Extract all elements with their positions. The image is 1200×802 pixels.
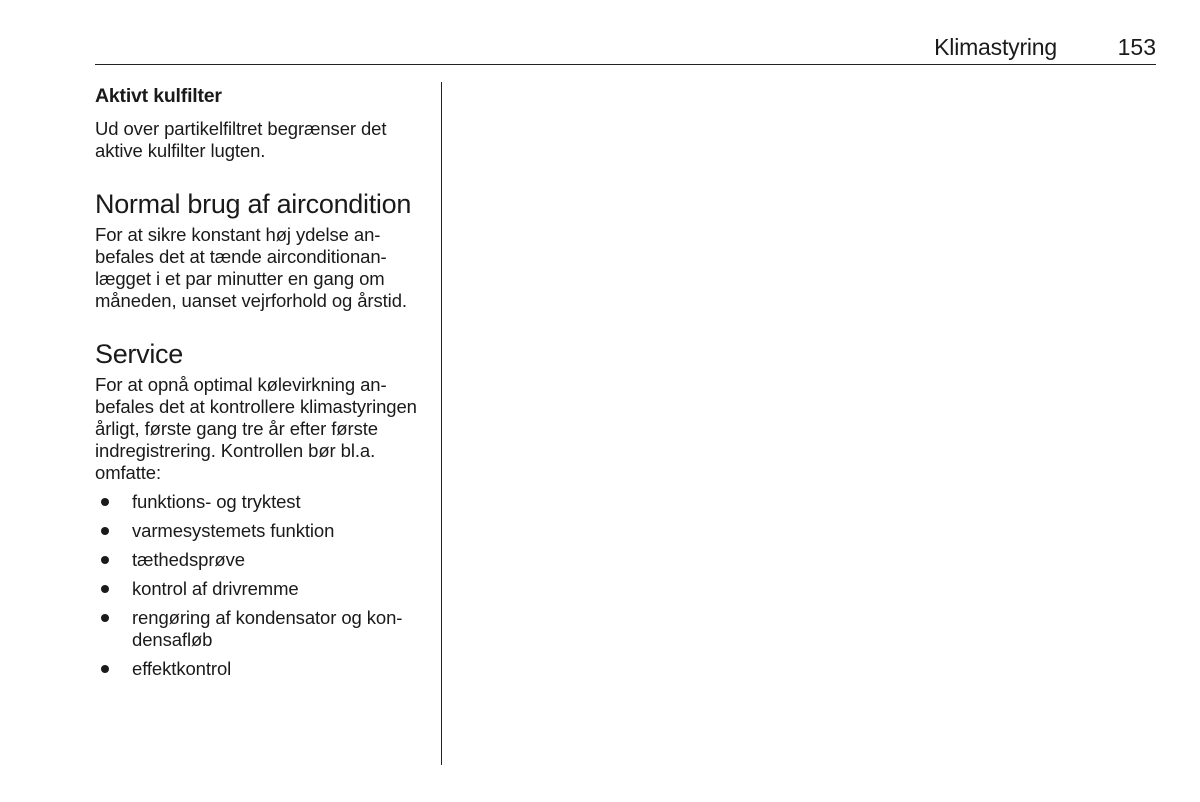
chapter-title: Klimastyring bbox=[934, 34, 1057, 60]
list-item bbox=[95, 520, 427, 542]
service-text: For at opnå optimal kølevirkning anbefales det at kontrollere klimastyringen årligt, første gang tre år efter første indregistrering. Kontrollen bør bl.a. omfatte: bbox=[95, 374, 417, 483]
list-item-text: tæthedsprøve bbox=[132, 549, 245, 570]
list-item bbox=[95, 658, 427, 680]
bullet-icon bbox=[101, 498, 109, 506]
service-checklist bbox=[95, 491, 427, 680]
bullet-icon bbox=[101, 556, 109, 564]
carbon-filter-heading: Aktivt kulfilter bbox=[95, 85, 222, 107]
ac-usage-text: For at sikre konstant høj ydelse anbefales det at tænde airconditionanlægget i et par minutter en gang om måneden, uanset vejrforhold og årstid. bbox=[95, 224, 407, 311]
carbon-filter-text: Ud over partikelfiltret begrænser det aktive kulfilter lugten. bbox=[95, 118, 387, 161]
page-header bbox=[95, 30, 1156, 65]
list-item bbox=[95, 578, 427, 600]
bullet-icon bbox=[101, 527, 109, 535]
list-item bbox=[95, 549, 427, 571]
section-service bbox=[95, 338, 427, 680]
list-item bbox=[95, 607, 427, 651]
page-number: 153 bbox=[1117, 34, 1156, 60]
section-ac-usage bbox=[95, 188, 427, 312]
list-item-text: funktions- og tryktest bbox=[132, 491, 301, 512]
list-item-text: effektkontrol bbox=[132, 658, 232, 679]
list-item bbox=[95, 491, 427, 513]
column-divider bbox=[441, 82, 442, 765]
section-carbon-filter bbox=[95, 84, 427, 162]
bullet-icon bbox=[101, 585, 109, 593]
service-heading: Service bbox=[95, 339, 183, 369]
list-item-text: varmesystemets funktion bbox=[132, 520, 335, 541]
ac-usage-heading: Normal brug af aircondition bbox=[95, 189, 412, 219]
list-item-text: kontrol af drivremme bbox=[132, 578, 299, 599]
bullet-icon bbox=[101, 614, 109, 622]
list-item-text: rengøring af kondensator og kondensafløb bbox=[132, 607, 403, 650]
bullet-icon bbox=[101, 665, 109, 673]
left-column bbox=[95, 84, 427, 687]
